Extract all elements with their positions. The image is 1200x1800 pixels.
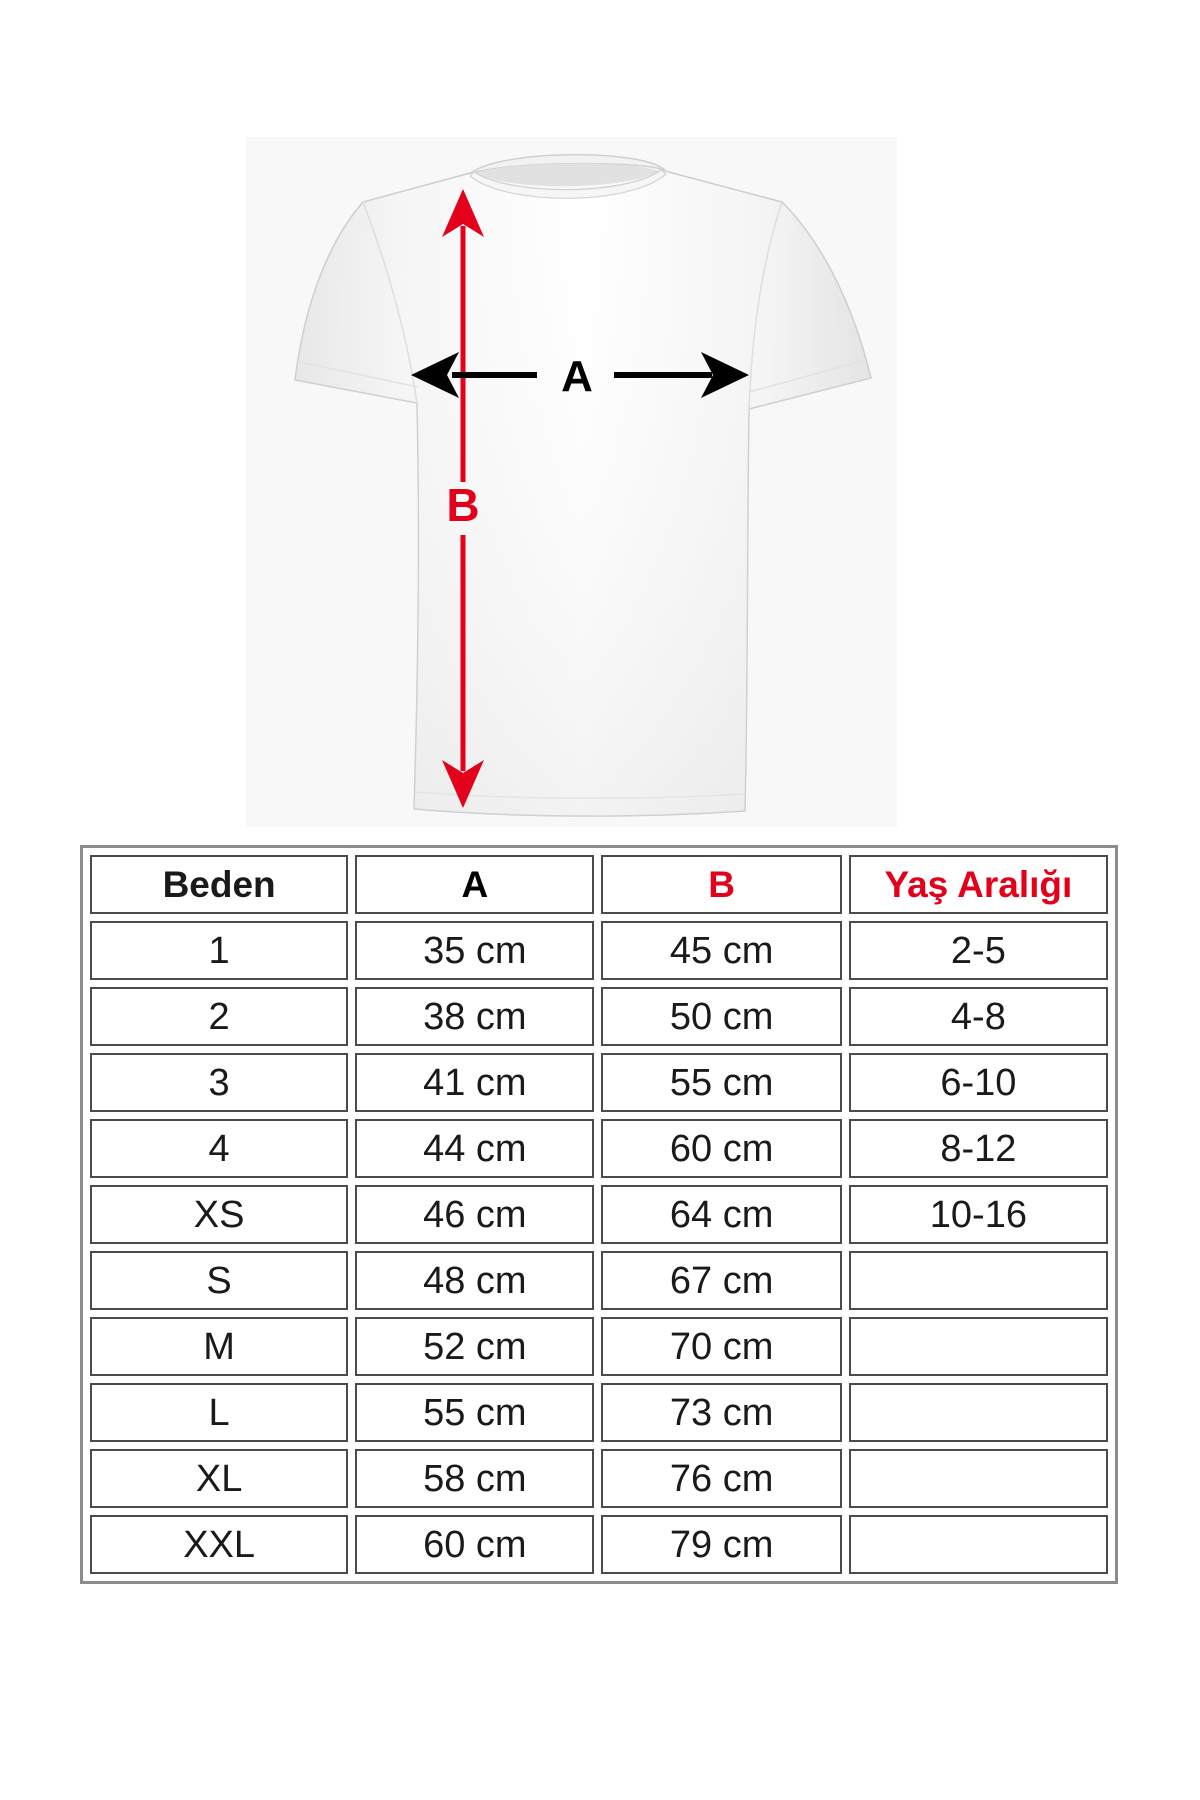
cell-b: 60 cm bbox=[601, 1119, 841, 1178]
cell-a: 38 cm bbox=[355, 987, 594, 1046]
cell-b: 50 cm bbox=[601, 987, 841, 1046]
cell-size: M bbox=[90, 1317, 348, 1376]
cell-age-range: 10-16 bbox=[849, 1185, 1108, 1244]
table-row bbox=[90, 1515, 1108, 1574]
cell-age-range bbox=[849, 1317, 1108, 1376]
cell-a: 35 cm bbox=[355, 921, 594, 980]
cell-age-range bbox=[849, 1383, 1108, 1442]
cell-size: XS bbox=[90, 1185, 348, 1244]
cell-b: 76 cm bbox=[601, 1449, 841, 1508]
cell-age-range bbox=[849, 1251, 1108, 1310]
table-row bbox=[90, 1119, 1108, 1178]
header-b: B bbox=[601, 855, 841, 914]
cell-size: 1 bbox=[90, 921, 348, 980]
cell-b: 73 cm bbox=[601, 1383, 841, 1442]
cell-b: 45 cm bbox=[601, 921, 841, 980]
header-age-range: Yaş Aralığı bbox=[849, 855, 1108, 914]
cell-age-range: 8-12 bbox=[849, 1119, 1108, 1178]
table-row bbox=[90, 987, 1108, 1046]
table-row bbox=[90, 921, 1108, 980]
cell-age-range bbox=[849, 1449, 1108, 1508]
cell-age-range: 2-5 bbox=[849, 921, 1108, 980]
cell-size: 3 bbox=[90, 1053, 348, 1112]
cell-size: 2 bbox=[90, 987, 348, 1046]
table-row bbox=[90, 1053, 1108, 1112]
cell-age-range bbox=[849, 1515, 1108, 1574]
cell-b: 70 cm bbox=[601, 1317, 841, 1376]
cell-a: 60 cm bbox=[355, 1515, 594, 1574]
cell-size: S bbox=[90, 1251, 348, 1310]
header-beden: Beden bbox=[90, 855, 348, 914]
cell-a: 48 cm bbox=[355, 1251, 594, 1310]
size-table bbox=[80, 845, 1118, 1584]
cell-size: XL bbox=[90, 1449, 348, 1508]
table-row bbox=[90, 1185, 1108, 1244]
table-row bbox=[90, 1383, 1108, 1442]
measurement-label-b: B bbox=[446, 479, 480, 531]
cell-a: 44 cm bbox=[355, 1119, 594, 1178]
table-header-row bbox=[90, 855, 1108, 914]
cell-size: L bbox=[90, 1383, 348, 1442]
cell-size: 4 bbox=[90, 1119, 348, 1178]
cell-age-range: 4-8 bbox=[849, 987, 1108, 1046]
cell-a: 55 cm bbox=[355, 1383, 594, 1442]
cell-a: 58 cm bbox=[355, 1449, 594, 1508]
table-row bbox=[90, 1251, 1108, 1310]
table-row bbox=[90, 1449, 1108, 1508]
tshirt-diagram bbox=[0, 0, 1200, 840]
cell-size: XXL bbox=[90, 1515, 348, 1574]
cell-a: 46 cm bbox=[355, 1185, 594, 1244]
cell-b: 79 cm bbox=[601, 1515, 841, 1574]
header-a: A bbox=[355, 855, 594, 914]
cell-b: 67 cm bbox=[601, 1251, 841, 1310]
measurement-label-a: A bbox=[561, 352, 593, 401]
cell-b: 64 cm bbox=[601, 1185, 841, 1244]
cell-a: 52 cm bbox=[355, 1317, 594, 1376]
cell-age-range: 6-10 bbox=[849, 1053, 1108, 1112]
cell-a: 41 cm bbox=[355, 1053, 594, 1112]
cell-b: 55 cm bbox=[601, 1053, 841, 1112]
table-row bbox=[90, 1317, 1108, 1376]
